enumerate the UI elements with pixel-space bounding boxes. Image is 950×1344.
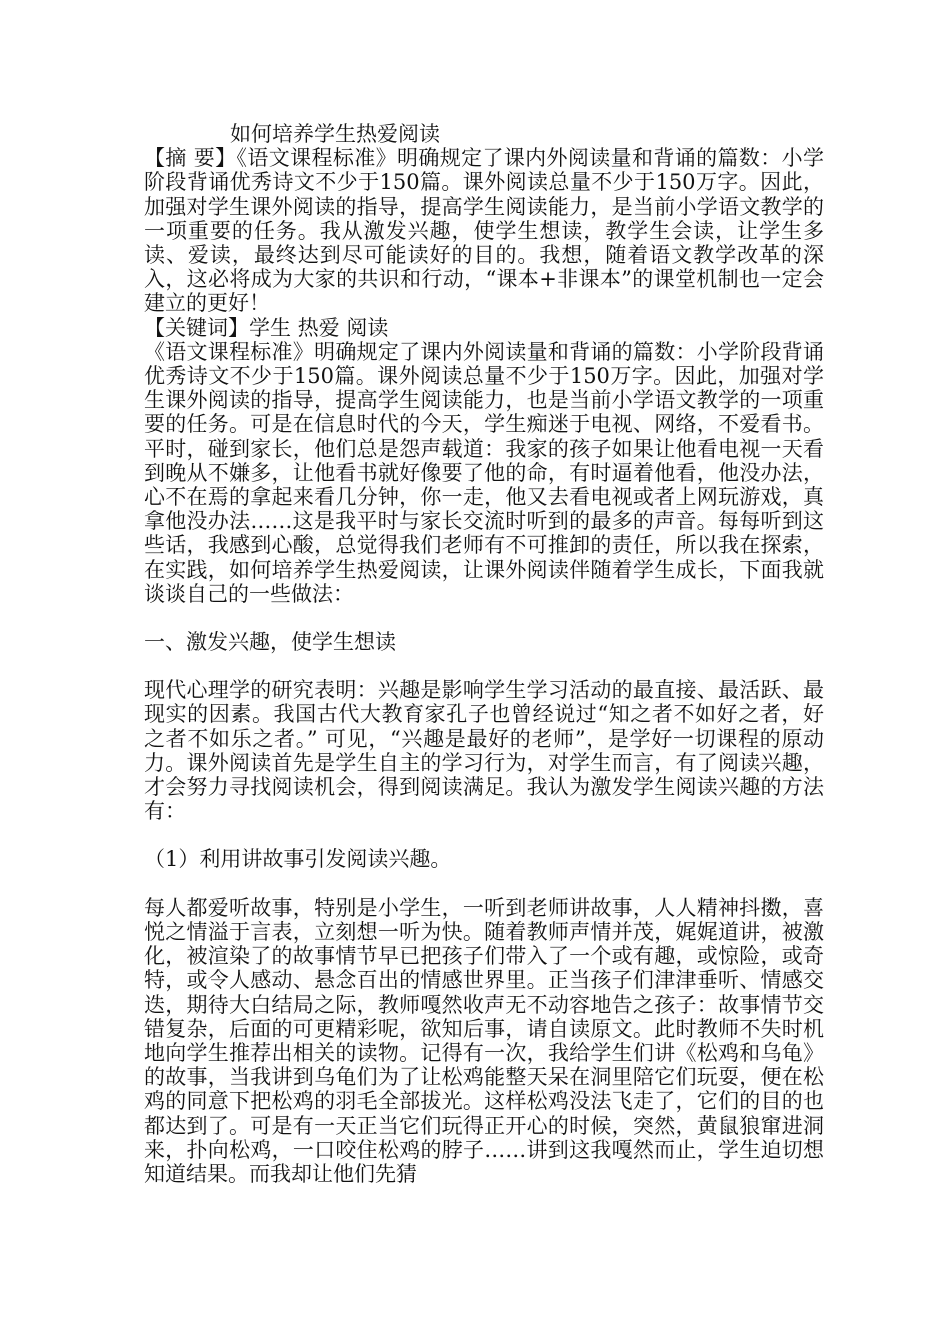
document-title: 如何培养学生热爱阅读 <box>230 122 440 146</box>
subsection-heading: （1）利用讲故事引发阅读兴趣。 <box>144 847 452 872</box>
paragraph-spacer <box>144 823 824 847</box>
keywords-line: 【关键词】学生 热爱 阅读 <box>144 315 389 340</box>
document-page <box>144 122 824 1186</box>
paragraph-spacer <box>144 872 824 896</box>
paragraph-spacer <box>144 654 824 678</box>
paragraph-spacer <box>144 606 824 630</box>
section-paragraph: 现代心理学的研究表明：兴趣是影响学生学习活动的最直接、最活跃、最现实的因素。我国古代大教育家孔子也曾经说过“知之者不如好之者，好之者不如乐之者。” 可见，“兴趣是最好的老师”，是学好一切课程的原动力。课外阅读首先是学生自主的学习行为，对学生而言，有了阅读兴趣，才会努力寻找阅读机会，得到阅读满足。我认为激发学生阅读兴趣的方法有： <box>144 678 824 824</box>
intro-paragraph: 《语文课程标准》明确规定了课内外阅读量和背诵的篇数：小学阶段背诵优秀诗文不少于150篇。课外阅读总量不少于150万字。因此，加强对学生课外阅读的指导，提高学生阅读能力，也是当前小学语文教学的一项重要的任务。可是在信息时代的今天，学生痴迷于电视、网络，不爱看书。平时，碰到家长，他们总是怨声载道：我家的孩子如果让他看电视一天看到晚从不嫌多，让他看书就好像要了他的命，有时逼着他看，他没办法，心不在焉的拿起来看几分钟，你一走，他又去看电视或者上网玩游戏，真拿他没办法……这是我平时与家长交流时听到的最多的声音。每每听到这些话，我感到心酸，总觉得我们老师有不可推卸的责任，所以我在探索，在实践，如何培养学生热爱阅读，让课外阅读伴随着学生成长，下面我就谈谈自己的一些做法： <box>144 339 824 606</box>
abstract-paragraph: 【摘 要】《语文课程标准》明确规定了课内外阅读量和背诵的篇数：小学阶段背诵优秀诗文不少于150篇。课外阅读总量不少于150万字。因此，加强对学生课外阅读的指导，提高学生阅读能力，是当前小学语文教学的一项重要的任务。我从激发兴趣，使学生想读，教学生会读，让学生多读、爱读，最终达到尽可能读好的目的。我想，随着语文教学改革的深入，这必将成为大家的共识和行动，“课本+非课本”的课堂机制也一定会建立的更好！ <box>144 146 824 316</box>
subsection-paragraph: 每人都爱听故事，特别是小学生，一听到老师讲故事，人人精神抖擞，喜悦之情溢于言表，立刻想一听为快。随着教师声情并茂，娓娓道讲，被激化，被渲染了的故事情节早已把孩子们带入了一个或有趣，或惊险，或奇特，或令人感动、悬念百出的情感世界里。正当孩子们津津垂听、情感交迭，期待大白结局之际，教师嘎然收声无不动容地告之孩子：故事情节交错复杂，后面的可更精彩呢，欲知后事，请自读原文。此时教师不失时机地向学生推荐出相关的读物。记得有一次，我给学生们讲《松鸡和乌龟》的故事，当我讲到乌龟们为了让松鸡能整天呆在洞里陪它们玩耍，便在松鸡的同意下把松鸡的羽毛全部拔光。这样松鸡没法飞走了，它们的目的也都达到了。可是有一天正当它们玩得正开心的时候，突然，黄鼠狼窜进洞来，扑向松鸡，一口咬住松鸡的脖子……讲到这我嘎然而止，学生迫切想知道结果。而我却让他们先猜 <box>144 895 824 1186</box>
section-heading: 一、激发兴趣，使学生想读 <box>144 630 396 655</box>
